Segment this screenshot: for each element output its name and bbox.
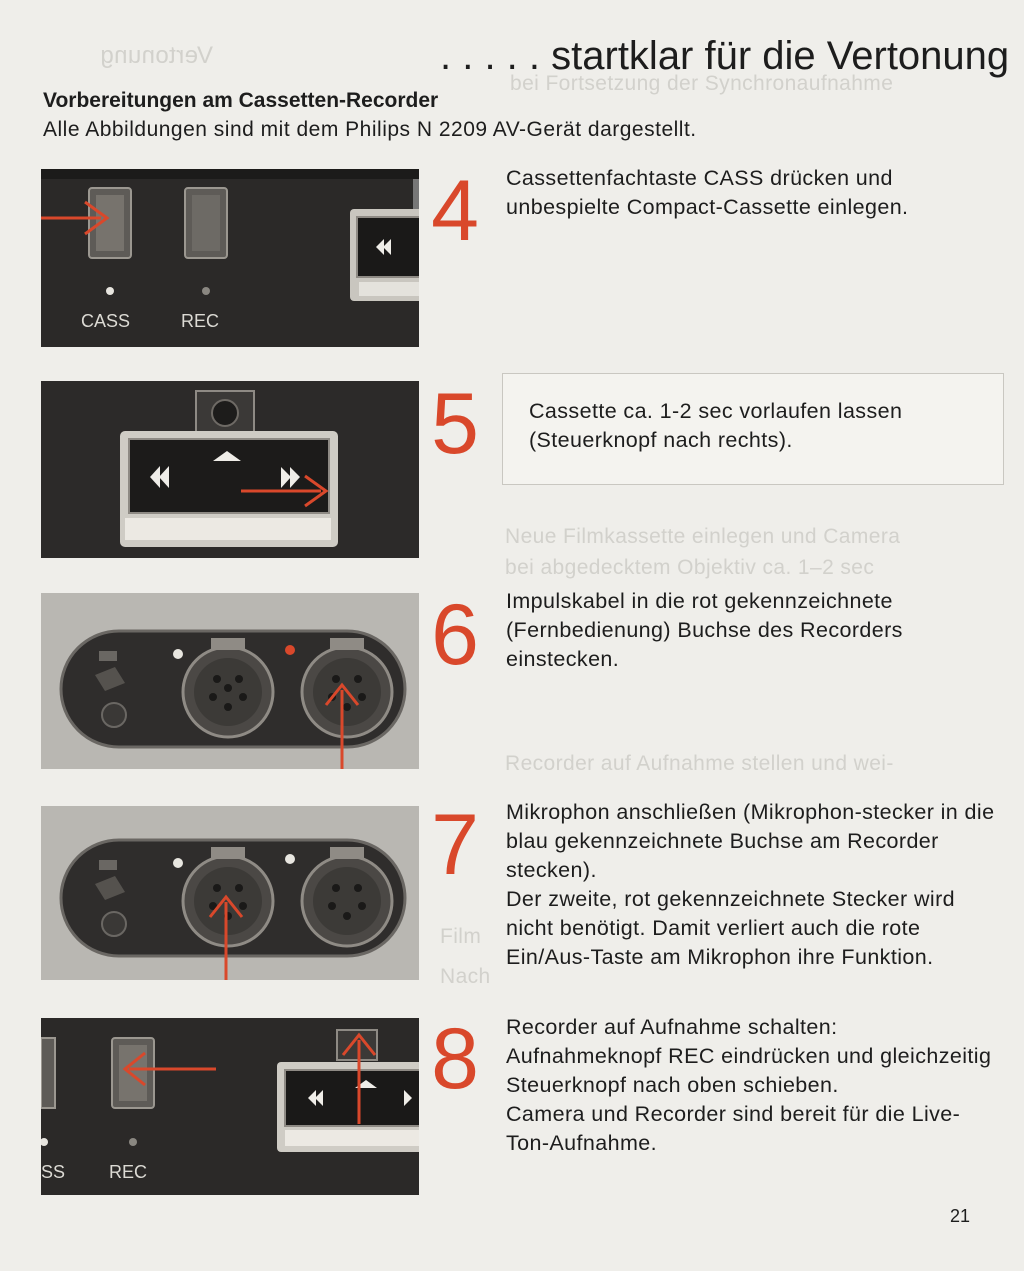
step-6-text: Impulskabel in die rot gekennzeichnete (Fernbedienung) Buchse des Recorders einstecken. (506, 589, 903, 671)
step-8-number: 8 (431, 1011, 479, 1107)
photo-step-4 (41, 169, 419, 347)
section-heading: Vorbereitungen am Cassetten-Recorder (43, 89, 439, 112)
step-5-number: 5 (431, 376, 479, 472)
photo-step-5 (41, 381, 419, 558)
step-8-text: Recorder auf Aufnahme schalten: Aufnahmeknopf REC eindrücken und gleichzeitig Steuerknopf nach oben schieben. Camera und Recorder sind bereit für die Live-Ton-Aufnahme. (506, 1015, 992, 1155)
step-6-number: 6 (431, 587, 479, 683)
intro-text: Alle Abbildungen sind mit dem Philips N 2209 AV-Gerät dargestellt. (43, 118, 697, 141)
photo-step-6 (41, 593, 419, 769)
photo-step-7 (41, 806, 419, 980)
step-7-text: Mikrophon anschließen (Mikrophon-stecker in die blau gekennzeichnete Buchse am Recorder stecken). Der zweite, rot gekennzeichnete Stecker wird nicht benötigt. Damit verliert auch die rote Ein/Aus-Taste am Mikrophon ihre Funktion. (506, 800, 995, 969)
label-cass-partial: SS (41, 1162, 66, 1182)
page-title: . . . . . startklar für die Vertonung (440, 34, 1010, 78)
step-4-number: 4 (431, 163, 479, 259)
step-5-text: Cassette ca. 1-2 sec vorlaufen lassen (Steuerknopf nach rechts). (529, 399, 903, 452)
label-rec: REC (109, 1162, 148, 1182)
page-number: 21 (950, 1206, 971, 1226)
photo-step-8 (41, 1018, 419, 1195)
label-cass: CASS (81, 311, 131, 331)
step-7-number: 7 (431, 797, 479, 893)
label-rec: REC (181, 311, 220, 331)
step-4-text: Cassettenfachtaste CASS drücken und unbespielte Compact-Cassette einlegen. (506, 166, 909, 219)
